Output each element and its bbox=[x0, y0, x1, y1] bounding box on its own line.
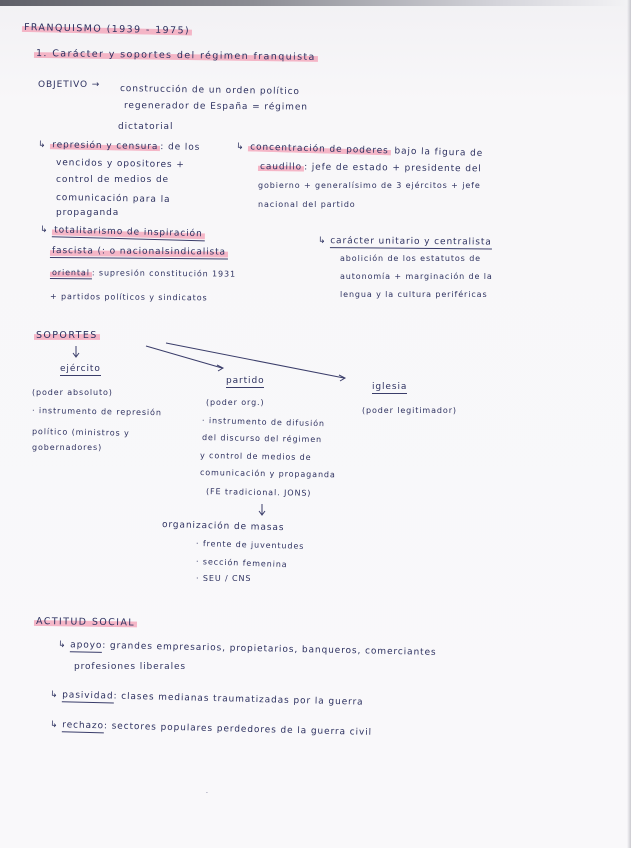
organizacion-line: organización de masas bbox=[161, 520, 285, 534]
partido-line-2: · instrumento de difusión bbox=[201, 416, 326, 429]
apoyo-label: apoyo bbox=[70, 640, 103, 651]
concentracion-rest: bajo la figura de bbox=[394, 146, 484, 159]
partido-line-3: del discurso del régimen bbox=[201, 433, 323, 445]
rechazo-text: : sectores populares perdedores de la guerra civil bbox=[103, 721, 373, 738]
partido-label-text: partido bbox=[226, 376, 265, 386]
partido-line-5: comunicación y propaganda bbox=[199, 468, 336, 480]
partido-line-6: (FE tradicional. JONS) bbox=[205, 487, 312, 498]
pasividad-label: pasividad bbox=[62, 690, 114, 702]
ejercito-label bbox=[60, 364, 101, 374]
arrow-partido bbox=[146, 346, 222, 368]
arrow-icon: ↳ bbox=[37, 140, 47, 151]
iglesia-label-text: iglesia bbox=[372, 382, 408, 392]
represion-line-3: control de medios de bbox=[56, 175, 169, 185]
totalitarismo-highlight: totalitarismo de inspiración bbox=[52, 225, 205, 241]
stray-mark: · bbox=[206, 790, 209, 797]
ejercito-line-3: político (ministros y bbox=[31, 427, 130, 438]
represion-line-4: comunicación para la bbox=[55, 193, 171, 205]
iglesia-line-1: (poder legitimador) bbox=[362, 406, 457, 415]
arrow-icon: ↳ bbox=[57, 640, 67, 651]
concentracion-line-4: nacional del partido bbox=[258, 200, 356, 209]
objetivo-line-3: dictatorial bbox=[118, 122, 174, 132]
arrow-icon: ↳ bbox=[49, 690, 59, 701]
apoyo-text: : grandes empresarios, propietarios, banqueros, comerciantes bbox=[102, 640, 437, 658]
section-heading-caracter-text: 1. Carácter y soportes del régimen franquista bbox=[35, 48, 316, 63]
partido-label bbox=[226, 376, 264, 386]
concentracion-line-3: gobierno + generalísimo de 3 ejércitos + jefe bbox=[258, 181, 481, 190]
unitario-underline: carácter unitario y centralista bbox=[330, 236, 492, 248]
caudillo-rest: : jefe de estado + presidente del bbox=[304, 162, 482, 175]
represion-line-2: vencidos y opositores + bbox=[55, 158, 185, 171]
arrow-icon: ↳ bbox=[235, 142, 245, 153]
objetivo-line-2: regenerador de España = régimen bbox=[123, 101, 308, 113]
organizacion-item-1: · frente de juventudes bbox=[195, 539, 305, 551]
fascista-highlight: fascista (: o nacionalsindicalista bbox=[50, 246, 228, 260]
oriental-highlight: oriental bbox=[50, 268, 92, 279]
unitario-line-4: lengua y la cultura periféricas bbox=[340, 290, 488, 299]
rechazo-label: rechazo bbox=[62, 720, 105, 732]
objetivo-label: OBJETIVO → bbox=[38, 80, 101, 90]
ejercito-line-4: gobernadores) bbox=[32, 443, 103, 452]
organizacion-item-3: · SEU / CNS bbox=[196, 574, 252, 583]
ejercito-label-text: ejército bbox=[60, 364, 101, 374]
iglesia-label bbox=[372, 382, 407, 392]
arrow-icon: ↳ bbox=[39, 225, 49, 236]
represion-highlight: represión y censura bbox=[52, 140, 159, 153]
partido-line-4: y control de medios de bbox=[199, 451, 312, 462]
arrow-partido-head bbox=[217, 365, 223, 371]
page-title-text: FRANQUISMO (1939 - 1975) bbox=[23, 22, 191, 37]
actitud-heading-text: ACTITUD SOCIAL bbox=[35, 616, 136, 629]
ejercito-line-2: · instrumento de represión bbox=[31, 406, 162, 418]
arrow-iglesia bbox=[166, 343, 344, 378]
partido-line-1: (poder org.) bbox=[206, 398, 265, 407]
ejercito-line-1: (poder absoluto) bbox=[32, 388, 113, 397]
actitud-heading bbox=[34, 616, 137, 628]
soportes-heading-text: SOPORTES bbox=[36, 330, 98, 341]
unitario-line-2: abolición de los estatutos de bbox=[340, 254, 481, 263]
represion-line-5: propaganda bbox=[56, 208, 120, 218]
arrow-icon: ↳ bbox=[49, 720, 59, 731]
objetivo-line-1: construcción de un orden político bbox=[119, 84, 300, 98]
caudillo-highlight: caudillo bbox=[259, 162, 303, 173]
unitario-line-3: autonomía + marginación de la bbox=[340, 272, 493, 281]
apoyo-text-line-2: profesiones liberales bbox=[74, 662, 187, 672]
totalitarismo-line-4: + partidos políticos y sindicatos bbox=[49, 292, 208, 303]
arrow-icon: ↳ bbox=[317, 236, 327, 247]
pasividad-text: : clases medianas traumatizadas por la guerra bbox=[113, 691, 364, 708]
oriental-rest: : supresión constitución 1931 bbox=[91, 268, 237, 279]
concentracion-highlight: concentración de poderes bbox=[250, 142, 389, 157]
represion-rest: : de los bbox=[160, 142, 201, 153]
organizacion-item-2: · sección femenina bbox=[195, 557, 288, 570]
